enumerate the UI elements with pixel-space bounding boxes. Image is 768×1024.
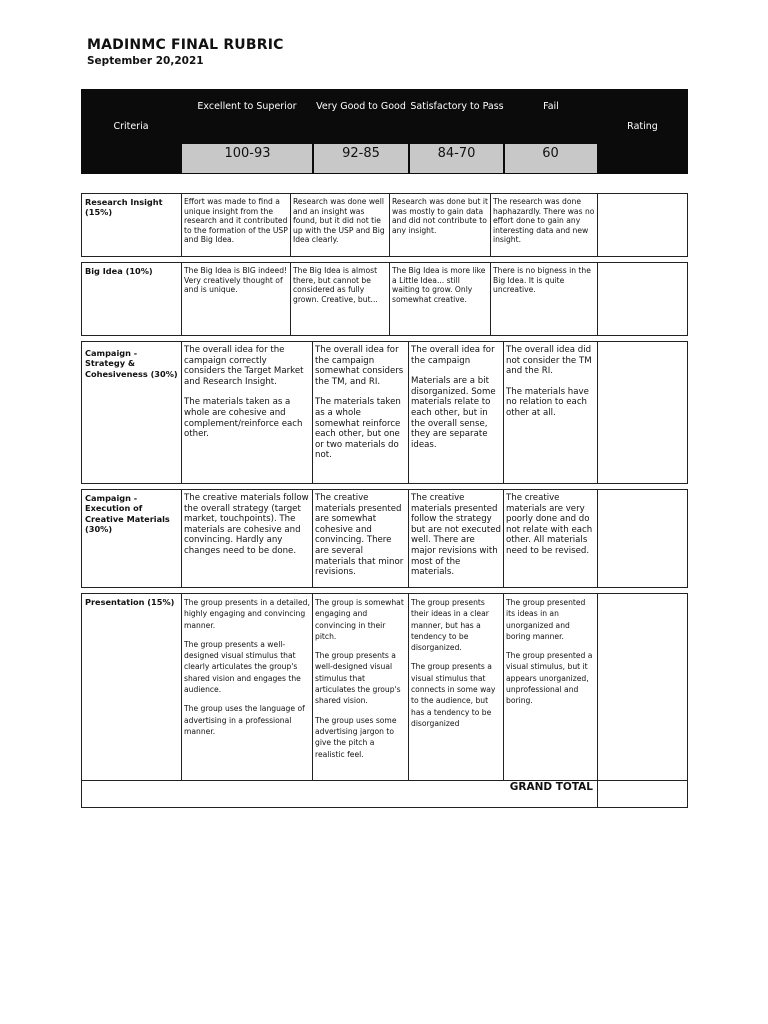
- descriptor-fail: The group presented its ideas in an unorganized and boring manner. The group presented a visual stimulus, but it appears unorganized, unprofessional and boring.: [504, 594, 598, 780]
- descriptor-excellent: The group presents in a detailed, highly engaging and convincing manner. The group presents a well-designed visual stimulus that clearly articulates the group's shared vision and engages the audience. The group uses the language of advertising in a professional manner.: [182, 594, 313, 780]
- descriptor-satisfactory: The Big Idea is more like a Little Idea... still waiting to grow. Only somewhat creative.: [390, 263, 491, 335]
- descriptor-excellent: The Big Idea is BIG indeed! Very creatively thought of and is unique.: [182, 263, 291, 335]
- criterion-label: Big Idea (10%): [82, 263, 182, 335]
- descriptor-very-good: The group is somewhat engaging and convincing in their pitch. The group presents a well-designed visual stimulus that articulates the group's shared vision. The group uses some advertising jargon to give the pitch a realistic feel.: [313, 594, 409, 780]
- rating-cell[interactable]: [598, 263, 688, 335]
- descriptor-fail: The research was done haphazardly. There was no effort done to gain any interesting data and new insight.: [491, 194, 598, 256]
- presentation-cells: [82, 594, 687, 781]
- descriptor-fail: The overall idea did not consider the TM and the RI. The materials have no relation to each other at all.: [504, 342, 598, 483]
- descriptor-excellent: The overall idea for the campaign correctly considers the Target Market and Research Insight. The materials taken as a whole are cohesive and complement/reinforce each other.: [182, 342, 313, 483]
- descriptor-very-good: The creative materials presented are somewhat cohesive and convincing. There are several materials that minor revisions.: [313, 490, 409, 587]
- header-level-fail: Fail: [543, 101, 559, 112]
- score-range-fail: 60: [504, 144, 597, 173]
- descriptor-very-good: Research was done well and an insight was found, but it did not tie up with the USP and Big Idea clearly.: [291, 194, 390, 256]
- descriptor-satisfactory: Research was done but it was mostly to gain data and did not contribute to any insight.: [390, 194, 491, 256]
- header-level-satisfactory: Satisfactory to Pass: [410, 101, 504, 112]
- descriptor-satisfactory: The creative materials presented follow the strategy but are not executed well. There are major revisions with most of the materials.: [409, 490, 504, 587]
- criterion-label: Campaign - Execution of Creative Materials (30%): [82, 490, 182, 587]
- descriptor-satisfactory: The overall idea for the campaign Materials are a bit disorganized. Some materials relate to each other, but in the overall sense, they are separate ideas.: [409, 342, 504, 483]
- rating-cell[interactable]: [598, 342, 688, 483]
- rubric-row-campaign-strategy: [81, 341, 688, 484]
- grand-total-row: [82, 780, 687, 808]
- header-level-excellent: Excellent to Superior: [197, 101, 297, 112]
- rubric-row-presentation: [81, 593, 688, 808]
- score-divider: [312, 144, 314, 173]
- score-range-excellent: 100-93: [182, 144, 313, 173]
- score-range-satisfactory: 84-70: [409, 144, 504, 173]
- header-level-very-good: Very Good to Good: [316, 101, 406, 112]
- descriptor-fail: There is no bigness in the Big Idea. It is quite uncreative.: [491, 263, 598, 335]
- descriptor-fail: The creative materials are very poorly done and do not relate with each other. All materials need to be revised.: [504, 490, 598, 587]
- score-divider: [503, 144, 505, 173]
- descriptor-excellent: Effort was made to find a unique insight from the research and it contributed to the formation of the USP and Big Idea.: [182, 194, 291, 256]
- descriptor-satisfactory: The group presents their ideas in a clear manner, but has a tendency to be disorganized. The group presents a visual stimulus that connects in some way to the audience, but has a tendency to be disorganized: [409, 594, 504, 780]
- document-date: September 20,2021: [87, 55, 204, 67]
- rubric-row-big-idea: [81, 262, 688, 336]
- rating-cell[interactable]: [598, 594, 688, 780]
- grand-total-rating-cell[interactable]: [598, 780, 688, 808]
- descriptor-very-good: The Big Idea is almost there, but cannot be considered as fully grown. Creative, but...: [291, 263, 390, 335]
- rubric-row-campaign-execution: [81, 489, 688, 588]
- rubric-row-research-insight: [81, 193, 688, 257]
- rating-cell[interactable]: [598, 490, 688, 587]
- header-rating: Rating: [627, 121, 658, 132]
- criterion-label: Presentation (15%): [82, 594, 182, 780]
- page-title: MADINMC FINAL RUBRIC: [87, 37, 284, 53]
- grand-total-label: GRAND TOTAL: [82, 780, 598, 808]
- score-divider: [408, 144, 410, 173]
- criterion-label: Research Insight (15%): [82, 194, 182, 256]
- descriptor-excellent: The creative materials follow the overall strategy (target market, touchpoints). The materials are cohesive and convincing. Hardly any changes need to be done.: [182, 490, 313, 587]
- header-criteria: Criteria: [113, 121, 149, 132]
- score-range-very-good: 92-85: [313, 144, 409, 173]
- descriptor-very-good: The overall idea for the campaign somewhat considers the TM, and RI. The materials taken as a whole somewhat reinforce each other, but one or two materials do not.: [313, 342, 409, 483]
- criterion-label: Campaign - Strategy & Cohesiveness (30%): [82, 342, 182, 483]
- rating-cell[interactable]: [598, 194, 688, 256]
